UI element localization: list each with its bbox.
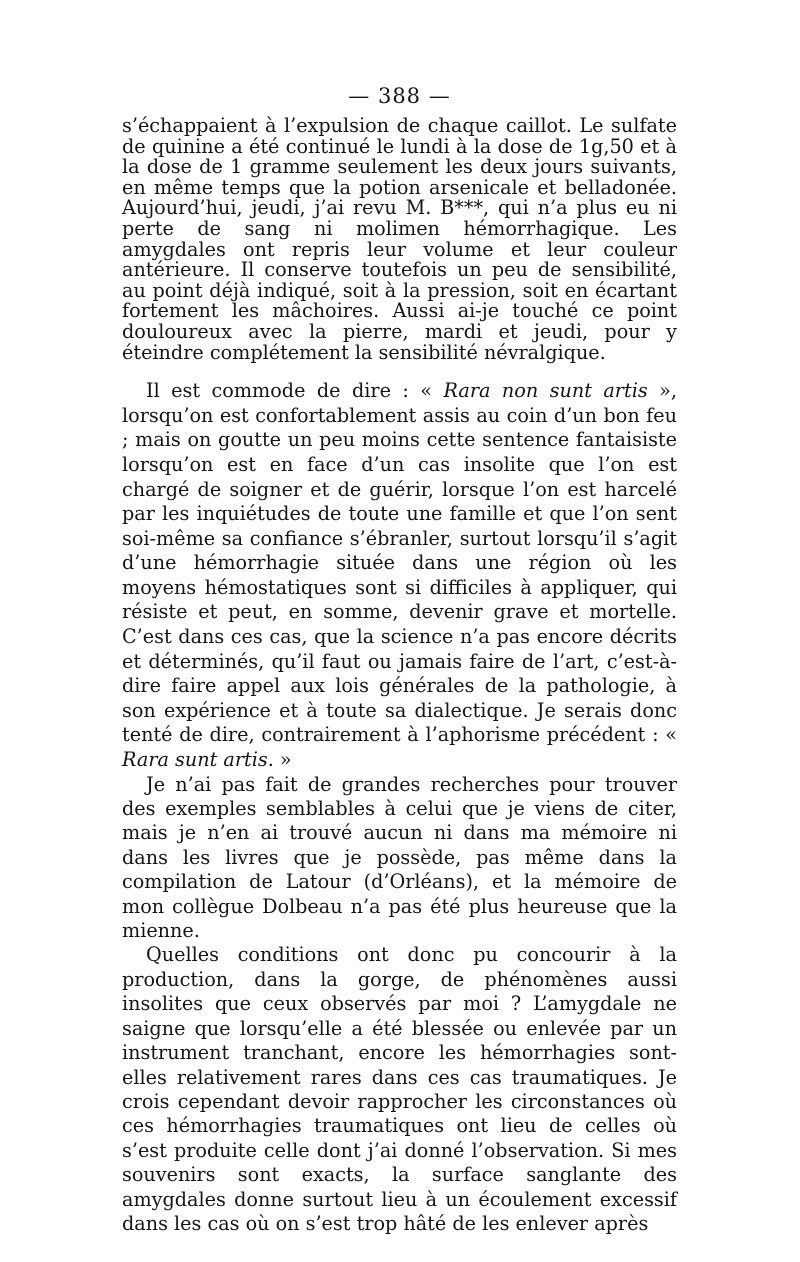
- page-number: — 388 —: [348, 84, 451, 108]
- paragraph-continuation: s’échappaient à l’expulsion de chaque caillot. Le sulfate de quinine a été continué le lundi à la dose de 1g,50 et à la dose de 1 gramme seulement les deux jours suivants, en même temps que la potion arsenicale et belladonée. Aujourd’hui, jeudi, j’ai revu M. B***, qui n’a plus eu ni perte de sang ni molimen hémorrhagique. Les amygdales ont repris leur volume et leur couleur antérieure. Il conserve toutefois un peu de sensibilité, au point déjà indiqué, soit à la pression, soit en écartant fortement les mâchoires. Aussi ai-je touché ce point douloureux avec la pierre, mardi et jeudi, pour y éteindre complétement la sensibilité névralgique.: [122, 114, 677, 364]
- paragraph-text: »: [273, 748, 292, 772]
- paragraph-rara-non-sunt-artis: [122, 379, 677, 773]
- paragraph-recherches: Je n’ai pas fait de grandes recherches pour trouver des exemples semblables à celui que je viens de citer, mais je n’en ai trouvé aucun ni dans ma mémoire ni dans les livres que je possède, pas même dans la compilation de Latour (d’Orléans), et la mémoire de mon collègue Dolbeau n’a pas été plus heureuse que la mienne.: [122, 772, 677, 943]
- section-gap: [122, 363, 677, 379]
- paragraph-conditions: Quelles conditions ont donc pu concourir à la production, dans la gorge, de phénomènes aussi insolites que ceux observés par moi ? L’amygdale ne saigne que lorsqu’elle a été blessée ou enlevée par un instrument tranchant, encore les hémorrhagies sont-elles relativement rares dans ces cas traumatiques. Je crois cependant devoir rapprocher les circonstances où ces hémorrhagies traumatiques ont lieu de celles où s’est produite celle dont j’ai donné l’observation. Si mes souvenirs sont exacts, la surface sanglante des amygdales donne surtout lieu à un écoulement excessif dans les cas où on s’est trop hâté de les enlever après: [122, 943, 677, 1235]
- paragraph-text: », lorsqu’on est confortablement assis au coin d’un bon feu ; mais on goutte un peu moins cette sentence fantaisiste lorsqu’on est en face d’un cas insolite que l’on est chargé de soigner et de guérir, lorsque l’on est harcelé par les inquiétudes de toute une famille et que l’on sent soi-même sa confiance s’ébranler, surtout lorsqu’il s’agit d’une hémorrhagie située dans une région où les moyens hémostatiques sont si difficiles à appliquer, qui résiste et peut, en somme, devenir grave et mortelle. C’est dans ces cas, que la science n’a pas encore décrits et déterminés, qu’il faut ou jamais faire de l’art, c’est-à-dire faire appel aux lois générales de la pathologie, à son expérience et à toute sa dialectique. Je serais donc tenté de dire, contrairement à l’aphorisme précédent : «: [122, 379, 677, 747]
- paragraph-text: Il est commode de dire : «: [146, 379, 444, 403]
- italic-quote: Rara sunt artis.: [122, 748, 274, 772]
- book-page: [122, 82, 677, 1236]
- italic-quote: Rara non sunt artis: [443, 379, 648, 403]
